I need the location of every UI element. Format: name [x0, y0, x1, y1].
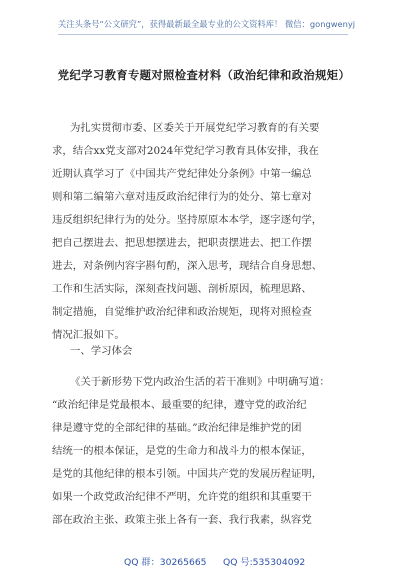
section-heading: 一、学习体会: [70, 345, 133, 357]
qq-group-number: QQ 群：30265665: [124, 557, 207, 568]
body-line: 为扎实贯彻市委、区委关于开展党纪学习教育的有关要: [70, 122, 320, 134]
body-line: 情况汇报如下。: [52, 329, 125, 341]
body-line: 律是遵守党的全部纪律的基础。”政治纪律是维护党的团: [52, 422, 302, 434]
body-line: 结统一的根本保证，是党的生命力和战斗力的根本保证，: [52, 445, 312, 457]
body-line: 把自己摆进去、把思想摆进去，把职责摆进去、把工作摆: [52, 237, 312, 249]
body-line: “政治纪律是党最根本、最重要的纪律，遵守党的政治纪: [52, 399, 307, 411]
body-line: 进去，对条例内容字斟句酌，深入思考，现结合自身思想、: [52, 260, 323, 272]
body-line: 是党的其他纪律的根本引领。中国共产党的发展历程证明，: [52, 468, 323, 480]
body-line: 部在政治主张、政策主张上各有一套、我行我素，纵容党: [52, 514, 312, 526]
body-line: 近期认真学习了《中国共产党纪律处分条例》中第一编总: [52, 168, 312, 180]
body-line: 则和第二编第六章对违反政治纪律行为的处分、第七章对: [52, 191, 312, 203]
body-line: 《关于新形势下党内政治生活的若干准则》中明确写道：: [70, 376, 330, 388]
document-title: 党纪学习教育专题对照检查材料（政治纪律和政治规矩）: [57, 68, 351, 82]
body-line: 工作和生活实际，深刻查找问题、剖析原因，梳理思路、: [52, 283, 312, 295]
header-banner: 关注头条号“公文研究”，获得最新最全最专业的公文资料库！ 微信：gongwenyj: [58, 19, 356, 29]
body-line: 制定措施，自觉维护政治纪律和政治规矩，现将对照检查: [52, 306, 312, 318]
banner-divider: [58, 34, 348, 35]
body-line: 如果一个政党政治纪律不严明，允许党的组织和其重要干: [52, 491, 312, 503]
qq-account-number: QQ 号:535304092: [223, 557, 306, 568]
body-line: 违反组织纪律行为的处分。坚持原原本本学，逐字逐句学，: [52, 214, 323, 226]
body-line: 求，结合xx党支部对2024年党纪学习教育具体安排，我在: [52, 145, 319, 157]
